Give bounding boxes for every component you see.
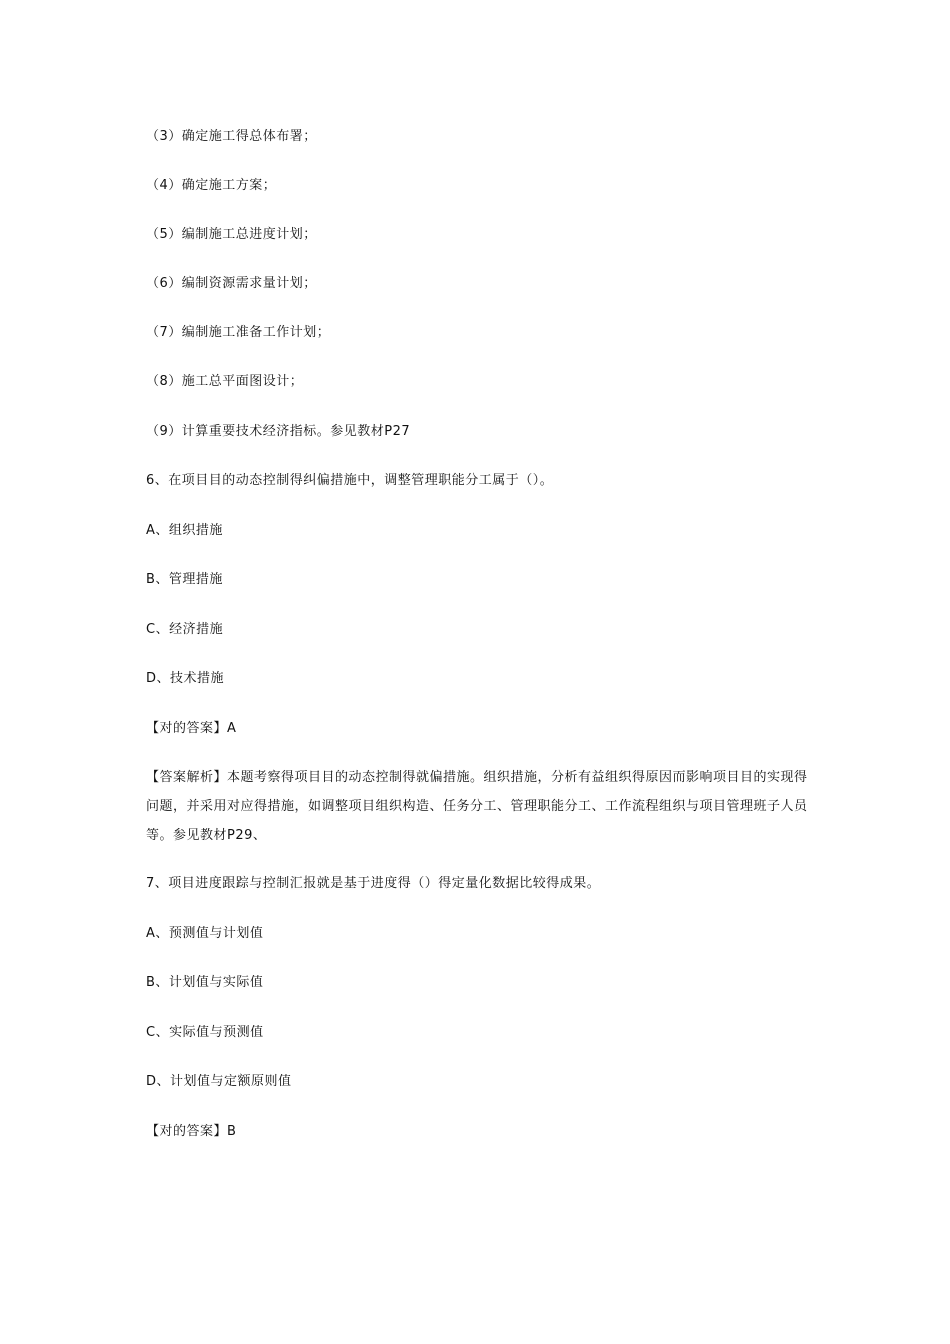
question-7-option-d: D、计划值与定额原则值 [146, 1074, 292, 1089]
list-step-4: （4）确定施工方案； [146, 178, 277, 193]
question-6-answer: 【对的答案】A [146, 721, 237, 736]
question-7-text: 7、项目进度跟踪与控制汇报就是基于进度得（）得定量化数据比较得成果。 [146, 876, 601, 891]
question-6-analysis: 【答案解析】本题考察得项目目的动态控制得就偏措施。组织措施，分析有益组织得原因而影响项目目的实现得问题，并采用对应得措施，如调整项目组织构造、任务分工、管理职能分工、工作流程组织与项目管理班子人员等。参见教材P29、 [146, 770, 808, 843]
list-step-8: （8）施工总平面图设计； [146, 374, 304, 389]
list-step-7: （7）编制施工准备工作计划； [146, 325, 331, 340]
list-step-5: （5）编制施工总进度计划； [146, 227, 317, 242]
question-7-answer: 【对的答案】B [146, 1124, 237, 1139]
list-step-6: （6）编制资源需求量计划； [146, 276, 317, 291]
list-step-3: （3）确定施工得总体布署； [146, 129, 317, 144]
list-step-9: （9）计算重要技术经济指标。参见教材P27 [146, 424, 411, 439]
question-6-text: 6、在项目目的动态控制得纠偏措施中，调整管理职能分工属于（）。 [146, 473, 554, 488]
question-6-option-a: A、组织措施 [146, 523, 223, 538]
question-6-option-c: C、经济措施 [146, 622, 224, 637]
question-6-option-d: D、技术措施 [146, 671, 225, 686]
question-7-option-a: A、预测值与计划值 [146, 926, 264, 941]
question-7-option-c: C、实际值与预测值 [146, 1025, 264, 1040]
question-7-option-b: B、计划值与实际值 [146, 975, 264, 990]
question-6-option-b: B、管理措施 [146, 572, 223, 587]
